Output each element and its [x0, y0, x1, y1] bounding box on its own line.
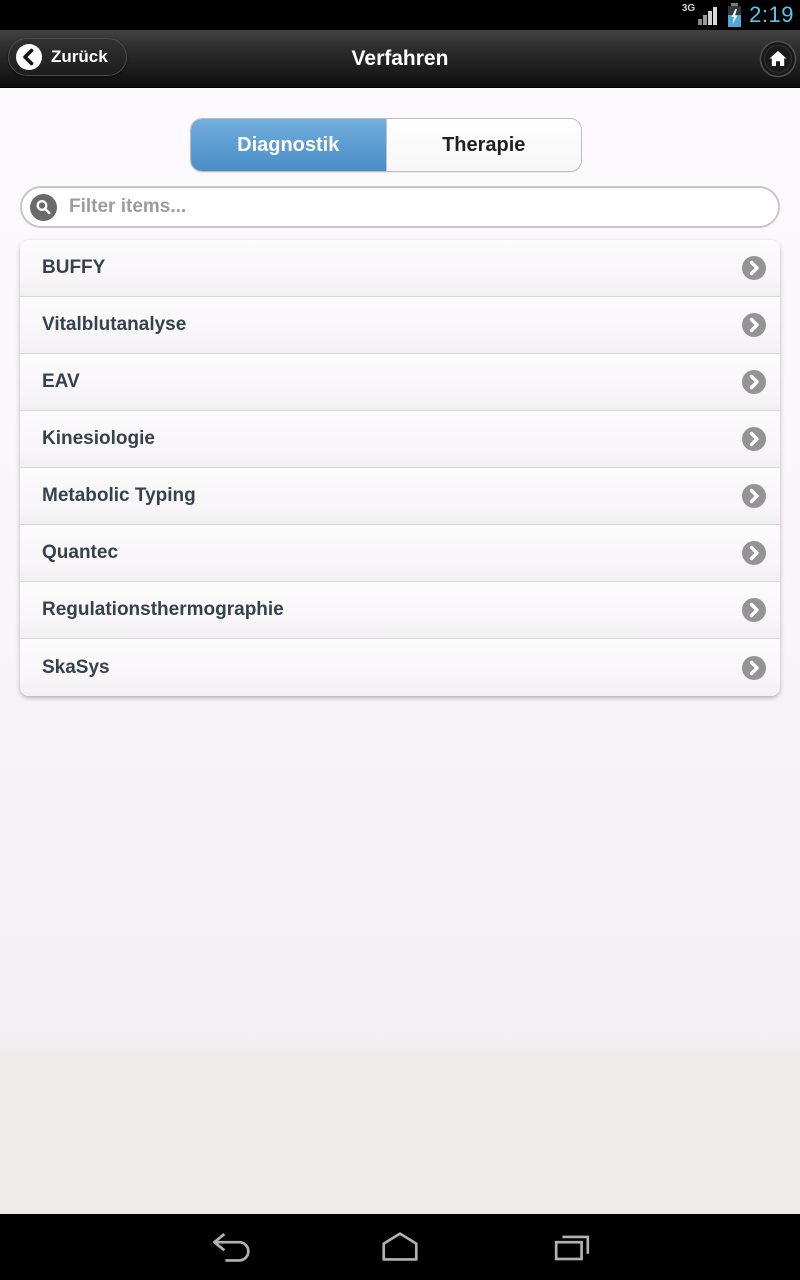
list-item-label: BUFFY	[42, 257, 106, 278]
list-item-label: Metabolic Typing	[42, 485, 196, 506]
list-item-vitalblutanalyse[interactable]	[20, 297, 780, 354]
list-item-skasys[interactable]	[20, 639, 780, 696]
nav-home-button[interactable]	[377, 1224, 423, 1270]
list-item-label: Regulationsthermographie	[42, 599, 284, 620]
list-item-label: Kinesiologie	[42, 428, 155, 449]
items-list	[20, 240, 780, 696]
list-item-quantec[interactable]	[20, 525, 780, 582]
list-item-buffy[interactable]	[20, 240, 780, 297]
chevron-right-circle-icon	[742, 370, 766, 394]
list-item-label: Quantec	[42, 542, 119, 563]
status-bar	[0, 0, 800, 30]
home-button[interactable]	[759, 40, 797, 78]
nav-back-button[interactable]	[210, 1224, 256, 1270]
chevron-right-circle-icon	[742, 427, 766, 451]
chevron-right-circle-icon	[742, 313, 766, 337]
chevron-right-circle-icon	[742, 484, 766, 508]
filter-field	[20, 186, 780, 228]
chevron-right-circle-icon	[742, 656, 766, 680]
chevron-right-circle-icon	[742, 598, 766, 622]
list-item-label: EAV	[42, 371, 80, 392]
list-item-label: Vitalblutanalyse	[42, 314, 187, 335]
content-area	[0, 88, 800, 1050]
list-item-metabolic-typing[interactable]	[20, 468, 780, 525]
list-item-kinesiologie[interactable]	[20, 411, 780, 468]
chevron-right-circle-icon	[742, 256, 766, 280]
android-nav-bar	[0, 1214, 800, 1280]
house-icon	[759, 40, 797, 78]
chevron-right-circle-icon	[742, 541, 766, 565]
search-icon	[30, 194, 57, 221]
status-indicators	[682, 0, 794, 30]
network-type-label: 3G	[681, 2, 696, 14]
list-item-label: SkaSys	[42, 656, 110, 678]
background-band	[0, 1050, 800, 1214]
recent-apps-icon	[549, 1224, 595, 1270]
list-item-regulationsthermographie[interactable]	[20, 582, 780, 639]
battery-charging-icon	[727, 3, 742, 28]
page-title: Verfahren	[351, 47, 449, 70]
clock: 2:19	[749, 2, 794, 27]
tab-therapie[interactable]	[386, 119, 582, 171]
tab-diagnostik[interactable]	[191, 119, 386, 171]
nav-recent-apps-button[interactable]	[549, 1224, 595, 1270]
signal-bars-icon	[698, 5, 720, 25]
back-arrow-icon	[210, 1224, 256, 1270]
header	[0, 30, 800, 88]
tab-diagnostik-label: Diagnostik	[237, 133, 340, 156]
tab-therapie-label: Therapie	[442, 133, 526, 156]
list-item-eav[interactable]	[20, 354, 780, 411]
home-outline-icon	[377, 1224, 423, 1270]
filter-input[interactable]	[67, 195, 764, 219]
back-button-label: Zurück	[51, 47, 108, 66]
segmented-control	[190, 118, 582, 172]
